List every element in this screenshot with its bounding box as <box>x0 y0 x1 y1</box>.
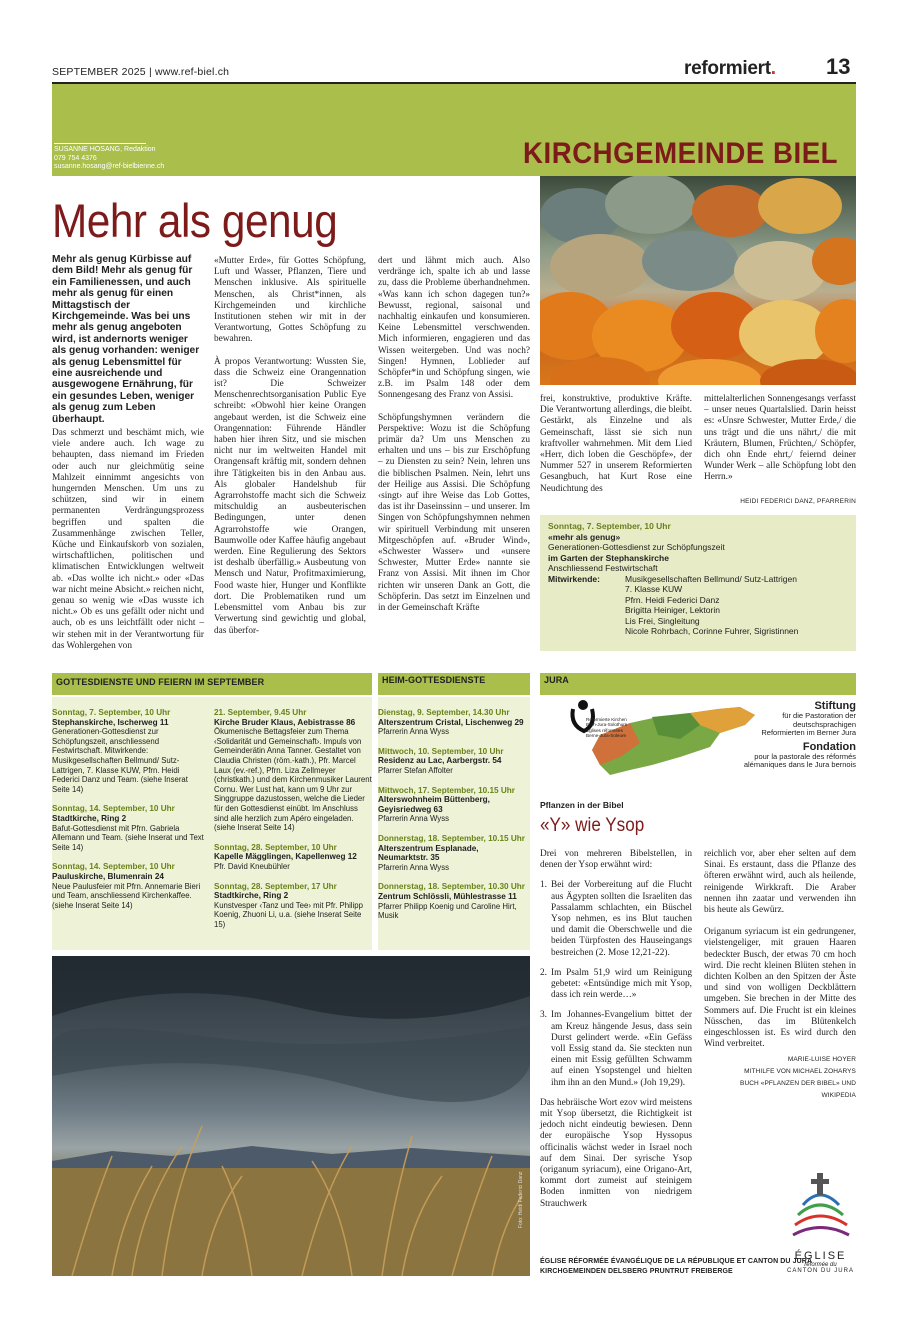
list-item <box>214 882 372 930</box>
jura-heading: JURA <box>540 673 856 695</box>
ysop-paragraph: Das hebräische Wort ezov wird meistens mit Ysop übersetzt, die Richtigkeit ist jedoch nicht eindeutig bewiesen. Denn der europäische Ysop Hyssopus officinalis wächst weder in Israel noch auf dem Sinai. Der syrische Ysop (origanum syriacum), eine Origano-Art, kommt dort zumeist auf steinigem Boden inmitten von niedrigem Strauchwerk <box>540 1097 692 1209</box>
event-mitwirkende-item: Nicole Rohrbach, Corinne Fuhrer, Sigristinnen <box>625 626 799 636</box>
service-date: Sonntag, 28. September, 10 Uhr <box>214 842 337 852</box>
event-subtitle: Generationen-Gottesdienst zur Schöpfungszeit <box>548 542 725 552</box>
gottesdienste-column-1 <box>52 708 207 920</box>
gottesdienste-heading: GOTTESDIENSTE UND FEIERN IM SEPTEMBER <box>52 673 372 695</box>
eglise-footer: ÉGLISE RÉFORMÉE ÉVANGÉLIQUE DE LA RÉPUBLIQUE ET CANTON DU JURA KIRCHGEMEINDEN DELSBERG PRUNTRUT FREIBERGE <box>540 1258 813 1275</box>
service-text: Pfarrer Stefan Affolter <box>378 765 453 775</box>
article-signature: HEIDI FEDERICI DANZ, PFARRERIN <box>740 498 856 505</box>
service-place: Stadtkirche, Ring 2 <box>214 891 289 901</box>
list-item <box>52 862 207 910</box>
ysop-title: «Y» wie Ysop <box>540 815 645 836</box>
service-place: Pauluskirche, Blumenrain 24 <box>52 871 164 881</box>
service-date: Mittwoch, 17. September, 10.15 Uhr <box>378 785 515 795</box>
service-text: Bafut-Gottesdienst mit Pfrn. Gabriela Allemann und Team. (siehe Inserat und Text Seite 14) <box>52 823 204 852</box>
event-title: «mehr als genug» <box>548 531 621 542</box>
list-item <box>378 786 530 824</box>
service-text: Pfarrer Philipp Koenig und Caroline Hirt, Musik <box>378 901 517 921</box>
redaktion-phone: 079 754 4376 <box>54 154 97 162</box>
redaktion-info <box>54 143 164 172</box>
service-text: Pfarrerin Anna Wyss <box>378 814 449 824</box>
ysop-signature: MARIE-LUISE HOYER MITHILFE VON MICHAEL ZOHARYS BUCH «PFLANZEN DER BIBEL» UND WIKIPEDIA <box>740 1056 856 1099</box>
article-headline: Mehr als genug <box>52 194 338 247</box>
event-place: im Garten der Stephanskirche <box>548 552 669 563</box>
list-item <box>52 708 207 794</box>
event-mitwirkende-item: Lis Frei, Singleitung <box>625 615 700 626</box>
event-box <box>540 515 856 651</box>
service-date: Mittwoch, 10. September, 10 Uhr <box>378 746 504 756</box>
list-item: 2. Im Psalm 51,9 wird um Reinigung gebetet: «Entsündige mich mit Ysop, dass ich rein werde…» <box>540 967 692 1001</box>
service-date: Donnerstag, 18. September, 10.15 Uhr <box>378 833 525 843</box>
service-date: Sonntag, 28. September, 17 Uhr <box>214 881 337 891</box>
section-title: KIRCHGEMEINDE BIEL <box>523 137 839 170</box>
list-item <box>378 708 530 737</box>
ysop-column-2 <box>704 849 856 1050</box>
list-item: 1. Bei der Vorbereitung auf die Flucht aus Ägypten sollten die Israeliten das Passalamm schlachten, ein Büschel Ysop nehmen, es ins Blut tauchen und damit die Oberschwelle und die beiden Türpfosten des Hauseingangs bestreichen (2. Mose 12,21-22). <box>540 880 692 958</box>
page-number: 13 <box>826 54 851 79</box>
service-date: Dienstag, 9. September, 14.30 Uhr <box>378 708 510 717</box>
list-item <box>378 747 530 776</box>
service-text: Kunstvesper ‹Tanz und Tee› mit Pfr. Philipp Koenig, Zhuoni Li, u.a. (siehe Inserat Seite 15) <box>214 900 363 929</box>
service-place: Stadtkirche, Ring 2 <box>52 813 127 823</box>
stiftung-text: Stiftung für die Pastoration der deutschsprachigen Reformierten im Berner Jura Fondation pour la pastorale des réformés alémaniques dans le Jura bernois <box>743 700 856 769</box>
service-date: Donnerstag, 18. September, 10.30 Uhr <box>378 882 525 892</box>
service-text: Pfarrerin Anna Wyss <box>378 727 449 737</box>
article-column-4b: mittelalterlichen Sonnengesangs verfasst – unser neues Quartalslied. Darin heisst es: «Unsre Schwester, Mutter Erde,/ die uns trägt und die uns nährt,/ die mit Kräutern, Blumen, Früchten,/ Schöpfer, dich ohn Ende ehrt,/ feiernd deiner Wunder Werk – alle Schöpfung lobt den Herrn.» <box>704 394 856 483</box>
service-date: Sonntag, 14. September, 10 Uhr <box>52 862 175 872</box>
service-place: Zentrum Schlössli, Mühlestrasse 11 <box>378 891 517 901</box>
jura-logo-text: Reformierte Kirchen Bern-Jura-Solothurn Eglises réformées Berne-Jura-Soleure <box>586 717 628 739</box>
ysop-list <box>540 880 692 1088</box>
service-place: Residenz au Lac, Aarbergstr. 54 <box>378 756 502 766</box>
article-lead: Mehr als genug Kürbisse auf dem Bild! Mehr als genug für ein Familienessen, und auch mehr als genug für einen Mittagstisch der Kirchgemeinde. Was bei uns mehr als genug angeboten wird, ist andernorts weniger als genug vorhanden: weniger als genug Lebensmittel für eine ausreichende und ausgewogene Ernährung, für ein gesundes Leben, weniger als genug zum Leben überhaupt. <box>52 254 200 425</box>
header-date-url: SEPTEMBER 2025 | www.ref-biel.ch <box>52 66 230 78</box>
service-place: Kapelle Mägglingen, Kapellenweg 12 <box>214 852 357 862</box>
list-item <box>214 843 372 872</box>
eglise-logo: ÉGLISE réformée du CANTON DU JURA <box>783 1165 858 1280</box>
heim-list <box>378 708 530 931</box>
article-paragraph: «Mutter Erde», für Gottes Schöpfung, Luft und Wasser, Pflanzen, Tiere und Menschen inklusive. Als spirituelle Menschen, als Christ*innen, als Kirchgemeinden und kirchliche Institutionen stehen wir mit in der Verantwortung, Gottes Schöpfung zu bewahren. <box>214 256 366 345</box>
event-mitwirkende-item: Musikgesellschaften Bellmund/ Sutz-Lattrigen <box>625 573 797 584</box>
ysop-column-1 <box>540 849 692 1210</box>
event-after: Anschliessend Festwirtschaft <box>548 563 658 573</box>
service-place: Alterszentrum Esplanade, Neumarktstr. 35 <box>378 843 479 863</box>
service-date: Sonntag, 7. September, 10 Uhr <box>52 708 171 717</box>
list-item <box>378 882 530 920</box>
service-date: 21. September, 9.45 Uhr <box>214 708 307 717</box>
article-column-3 <box>378 256 530 614</box>
article-paragraph: À propos Verantwortung: Wussten Sie, dass die Schweiz eine Orangennation ist? Die Schweizer Menschenrechtsorganisation Public Eye schreibt: «Obwohl hier keine Orangen angebaut werden, ist die Schweiz eine Orangennation: Führende Händler haben hier ihren Sitz, und sie mischen nicht nur im weltweiten Handel mit Orangensaft kräftig mit, sondern dehnen ihre Tätigkeiten bis in den Anbau aus. Als globaler Handelshub für Agrarrohstoffe macht sich die Schweiz mitschuldig an ausbeuterischen Bedingungen, unter denen Agrarrohstoffe wie Orangen, Baumwolle oder Kaffee häufig angebaut werden. Eine Regulierung des Sektors ist deshalb überfällig.» Ausbeutung von Mensch und Natur, Profitmaximierung, Food waste hier, Hunger und Konflikte dort. Die Problematiken rund um Lebensmittel vom Anbau bis zur Verwertung sind gewichtig und global, das überfor- <box>214 356 366 636</box>
ysop-paragraph: Origanum syriacum ist ein gedrungener, vielstengeliger, mit grauen Haaren bedeckter Busch, der etwas 70 cm hoch wird. Die recht kleinen Blüten stehen in dichten Kolben an den Spitzen der Äste und sind von wolligen Deckblättern umgeben. Sie brechen in der Mitte des Sommers auf. Die Frucht ist ein kleines Nüsschen, das im Blütenkelch eingeschlossen ist. Es wird durch den Wind verbreitet. <box>704 927 856 1050</box>
jura-stiftung-logo <box>540 695 856 785</box>
article-paragraph: Schöpfungshymnen verändern die Perspektive: Wozu ist die Schöpfung primär da? Um uns Menschen zu erhalten und uns – bis zur Erschöpfung – zu Diensten zu sein? Nein, lehren uns die biblischen Psalmen. Nein, lehrt uns der Heilige aus Assisi. Die Schöpfung ‹singt› auf ihre Weise das Lob Gottes, das ist ihr Daseinssinn – und unserer. Im Singen von Schöpfungshymnen nehmen wir spirituell Verbindung mit unseren Mitgeschöpfen auf. «Bruder Wind», «Schwester Wasser» und «unsere Schwester, Mutter Erde» nannte sie Franz von Assisi. Mit ihnen im Chor richten wir unseren Dank an Gott, die Schöpferin. Das setzt im Einzelnen und in der Gemeinschaft Kräfte <box>378 412 530 614</box>
list-item <box>52 804 207 852</box>
grass-sky-photo <box>52 956 530 1276</box>
article-column-4a: frei, konstruktive, produktive Kräfte. Die Verantwortung allerdings, die bleibt. Gestärkt, als Einzelne und als Gemeinschaft, lässt sie sich nun kraftvoller wahrnehmen. Mit dem Lied «Herr, dich loben die Geschöpfe», der Nummer 527 in unserem Reformierten Gesangbuch, hat Kurt Rose eine Neudichtung des <box>540 394 692 494</box>
heim-heading: HEIM-GOTTESDIENSTE <box>378 673 530 695</box>
service-place: Stephanskirche, Ischerweg 11 <box>52 717 169 727</box>
event-date: Sonntag, 7. September, 10 Uhr <box>548 521 671 531</box>
article-paragraph: dert und lähmt mich auch. Also verdränge ich, spalte ich ab und lasse zu, dass die Probleme überhandnehmen. «Was kann ich schon dagegen tun?» Bewusst, regional, saisonal und nachhaltig einkaufen und konsumieren. Keine Lebensmittel verschwenden. Mich informieren, engagieren und das Wissen weitergeben. Und was noch? Singen! Hymnen, Loblieder auf Schöpfer*in und Schöpfung singen, wie z.B. im Psalm 148 oder dem Sonnengesang des Franz von Assisi. <box>378 256 530 401</box>
brand-logo: reformiert. <box>684 58 776 79</box>
service-text: Generationen-Gottesdienst zur Schöpfungszeit, anschliessend Festwirtschaft. Mitwirkende: Musikgesellschaften Bellmund/ Sutz-Lattrigen, 7. Klasse KUW, Pfrn. Heidi Federici Danz und Team. (siehe Inserat Seite 14) <box>52 727 188 794</box>
list-item: 3. Im Johannes-Evangelium bittet der am Kreuz hängende Jesus, dass sein Durst gelindert werde. «Ein Gefäss voll Essig stand da. Sie steckten nun einen mit Essig gefüllten Schwamm auf einen Ysopstengel und hielten ihm ihn an den Mund.» (Joh 19,29). <box>540 1010 692 1088</box>
service-place: Alterswohnheim Büttenberg, Geyisriedweg 63 <box>378 795 490 814</box>
service-text: Pfarrerin Anna Wyss <box>378 862 449 872</box>
redaktion-name: SUSANNE HOSANG, Redaktion <box>54 146 156 153</box>
photo-credit: Foto: Heidi Federici Danz <box>518 1171 524 1228</box>
article-column-2 <box>214 256 366 637</box>
service-text: Neue Paulusfeier mit Pfrn. Annemarie Bieri und Team, anschliessend Kirchenkaffee. (siehe Inserat Seite 14) <box>52 881 201 910</box>
service-date: Sonntag, 14. September, 10 Uhr <box>52 804 175 814</box>
service-place: Alterszentrum Cristal, Lischenweg 29 <box>378 717 524 727</box>
event-mitwirkende-item: Pfrn. Heidi Federici Danz <box>625 594 720 605</box>
list-item <box>214 708 372 833</box>
article-column-1: Das schmerzt und beschämt mich, wie viele andere auch. Ich wage zu behaupten, dass niemand im Frieden oder auch nur gleichmütig seine Mahlzeit einnimmt angesichts von hungernden Menschen. Um uns zu schützen, sind wir in einem permanenten Verdrängungsprozess begriffen und spalten die Zusammenhänge zwischen Teller, Küche und Einkaufskorb von sozialen, wirtschaftlichen, politischen und klimatischen Entwicklungen weltweit ab. «Das wollte ich nicht.» oder «Das war nicht meine Absicht.» reichen nicht, genau so wenig wie «Das wusste ich nicht.» Ob es uns gefällt oder nicht und auch, ob es uns leichtfällt oder nicht – wir stehen mit in der Verantwortung für das Wohlergehen von <box>52 428 204 651</box>
pumpkins-photo <box>540 176 856 385</box>
service-text: Ökumenische Bettagsfeier zum Thema ‹Solidarität und Gemeinschaft›. Impuls von Gemeinderätin Anna Tanner. Gestaltet von Claudia Christen (röm.-kath.), Pfr. Marcel Laux (ev.-ref.), Pfrn. Liza Zellmeyer (christkath.) und dem Kirchenmusiker Laurent Cornu. Wer Lust hat, kann um 9 Uhr zur Singgruppe dazustossen, welche die Lieder für den Gottesdienst einübt. Im Anschluss sind alle herzlich zum Apéro eingeladen. (siehe Inserat Seite 14) <box>214 727 372 833</box>
event-mitwirkende-item: Brigitta Heiniger, Lektorin <box>625 605 720 615</box>
event-mitwirkende-item: 7. Klasse KUW <box>625 584 683 594</box>
service-text: Pfr. David Kneubühler <box>214 861 290 871</box>
ysop-paragraph: reichlich vor, aber eher selten auf dem Sinai. Es erstaunt, dass die Pflanze des öfteren erwähnt wird, auch als heilende, reinigende Wirkkraft. Die Araber nennen ihn zaatar und verwenden ihn bis heute als Gewürz. <box>704 849 856 916</box>
ysop-intro: Drei von mehreren Bibelstellen, in denen der Ysop erwähnt wird: <box>540 849 692 871</box>
service-place: Kirche Bruder Klaus, Aebistrasse 86 <box>214 717 356 727</box>
gottesdienste-column-2 <box>214 708 372 939</box>
list-item <box>378 834 530 872</box>
event-mitwirkende-label: Mitwirkende: <box>548 573 600 584</box>
pflanzen-kicker: Pflanzen in der Bibel <box>540 800 624 810</box>
redaktion-email: susanne.hosang@ref-bielbienne.ch <box>54 163 165 170</box>
